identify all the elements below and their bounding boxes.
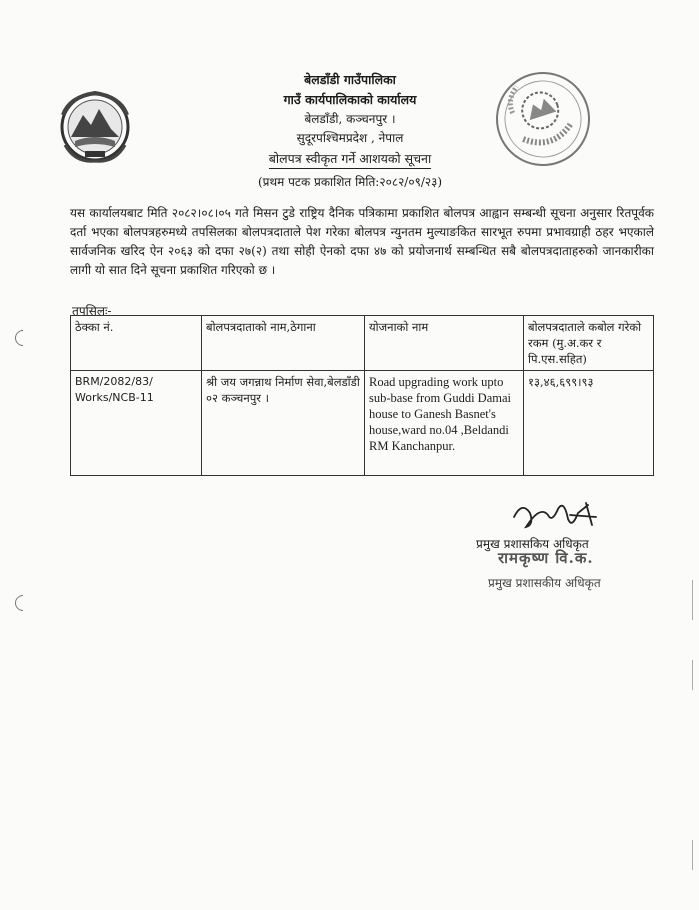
office-name: गाउँ कार्यपालिकाको कार्यालय — [283, 92, 417, 107]
signatory-stamp-title: प्रमुख प्रशासकीय अधिकृत — [488, 576, 601, 590]
punch-hole-mark — [12, 592, 35, 615]
header-contract-no: ठेक्का नं. — [71, 316, 202, 371]
notice-body: यस कार्यालयबाट मिति २०८२।०८।०५ गते मिसन टुडे राष्ट्रिय दैनिक पत्रिकामा प्रकाशित बोलपत्र आह्वान सम्बन्धी सूचना अनुसार रितपूर्वक दर्ता भएका बोलपत्रहरुमध्ये तपसिलका बोलपत्रदाताले पेश गरेका बोलपत्र न्युनतम मुल्याङकित सारभूत रुपमा प्रभावग्राही ठहर भएकाले सार्वजनिक खरिद ऐन २०६३ को दफा २७(२) तथा सोही ऐनको दफा ४७ को प्रयोजनार्थ सम्बन्धित सबै बोलपत्रदाताहरुको जानकारीका लागी यो सात दिने सूचना प्रकाशित गरिएको छ । — [70, 206, 654, 277]
cell-amount: १३,४६,६९९।९३ — [524, 371, 654, 476]
cell-project: Road upgrading work upto sub-base from Guddi Damai house to Ganesh Basnet's house,ward no.04 ,Beldandi RM Kanchanpur. — [365, 371, 524, 476]
signatory-title: प्रमुख प्रशासकिय अधिकृत — [476, 537, 589, 551]
header-amount: बोलपत्रदाताले कबोल गरेको रकम (मु.अ.कर र पि.एस.सहित) — [524, 316, 654, 371]
schedule-label: तपसिलः- — [72, 304, 112, 318]
notice-title: बोलपत्र स्वीकृत गर्ने आशयको सूचना — [269, 149, 431, 169]
bid-schedule-table — [70, 315, 654, 476]
header-project: योजनाको नाम — [365, 316, 524, 371]
punch-hole-mark — [12, 327, 35, 350]
scan-edge-mark — [692, 840, 693, 870]
table-header-row — [71, 316, 654, 371]
handwritten-signature — [508, 495, 608, 535]
cell-bidder: श्री जय जगन्नाथ निर्माण सेवा,बेलडाँडी ०२ कञ्चनपुर । — [202, 371, 365, 476]
cell-contract-no: BRM/2082/83/ Works/NCB-11 — [71, 371, 202, 476]
table-row — [71, 371, 654, 476]
publication-date: (प्रथम पटक प्रकाशित मिति:२०८२/०९/२३) — [257, 175, 443, 189]
letterhead — [190, 70, 510, 193]
nepal-emblem-icon — [55, 85, 135, 165]
header-bidder: बोलपत्रदाताको नाम,ठेगाना — [202, 316, 365, 371]
scan-edge-mark — [692, 660, 693, 690]
province-line: सुदूरपश्चिमप्रदेश , नेपाल — [296, 131, 404, 145]
office-address: बेलडाँडी, कञ्चनपुर । — [304, 112, 396, 126]
signatory-stamp-name: रामकृष्ण वि.क. — [498, 549, 594, 567]
municipality-name: बेलडाँडी गाउँपालिका — [304, 72, 396, 87]
scan-edge-mark — [692, 580, 693, 620]
